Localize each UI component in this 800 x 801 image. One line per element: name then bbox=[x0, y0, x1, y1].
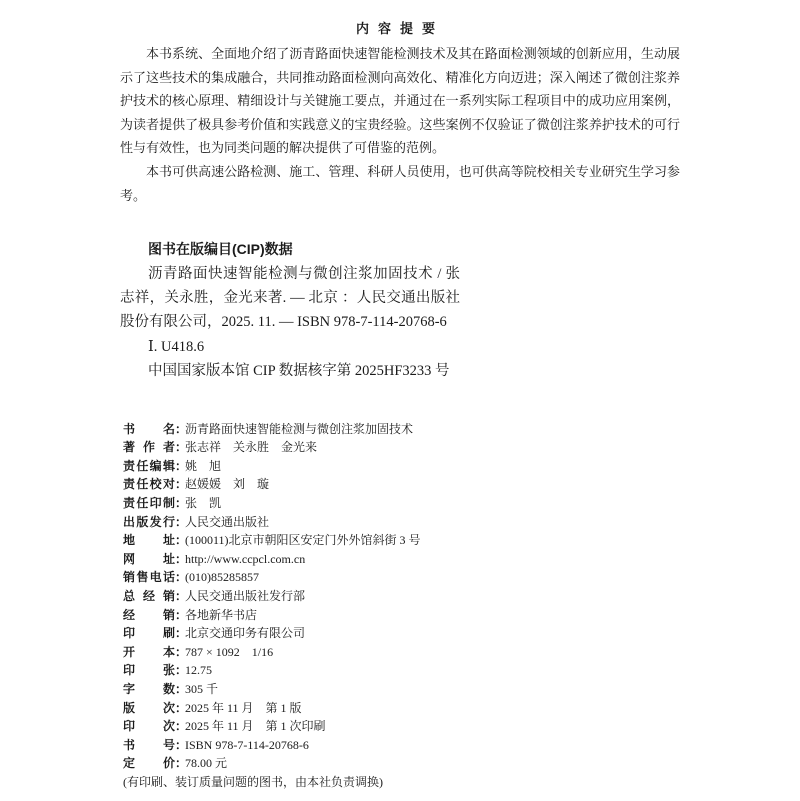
detail-label: 印张 bbox=[123, 663, 175, 678]
detail-label: 印次 bbox=[123, 719, 175, 734]
cip-record: 中国国家版本馆 CIP 数据核字第 2025HF3233 号 bbox=[148, 363, 450, 380]
detail-colon: ： bbox=[175, 607, 188, 622]
cip-entry: 沥青路面快速智能检测与微创注浆加固技术 / 张志祥，关永胜，金光来著. — 北京 ：人民交通出版社股份有限公司，2025. 11. — ISBN 978-7-114-20768-6 bbox=[120, 265, 460, 331]
detail-row bbox=[123, 531, 680, 550]
detail-row bbox=[123, 717, 680, 736]
detail-label: 版次 bbox=[123, 700, 175, 715]
detail-label: 字数 bbox=[123, 681, 175, 696]
detail-row bbox=[123, 587, 680, 606]
detail-value: 北京交通印务有限公司 bbox=[185, 626, 306, 641]
detail-value: http://www.ccpcl.com.cn bbox=[185, 551, 306, 566]
detail-label: 销售电话 bbox=[123, 570, 175, 585]
detail-label: 开本 bbox=[123, 644, 175, 659]
cip-section bbox=[120, 237, 460, 383]
detail-colon: ： bbox=[175, 626, 188, 641]
detail-row bbox=[123, 680, 680, 699]
detail-row bbox=[123, 643, 680, 662]
detail-value: 12.75 bbox=[185, 663, 212, 678]
detail-row bbox=[123, 568, 680, 587]
detail-row bbox=[123, 513, 680, 532]
detail-row bbox=[123, 438, 680, 457]
detail-value: 各地新华书店 bbox=[185, 607, 258, 622]
detail-row bbox=[123, 420, 680, 439]
detail-label: 著作者 bbox=[123, 440, 175, 455]
detail-colon: ： bbox=[175, 700, 188, 715]
detail-row bbox=[123, 457, 680, 476]
detail-value: 2025 年 11 月 第 1 版 bbox=[185, 700, 302, 715]
detail-value: 人民交通出版社发行部 bbox=[185, 588, 306, 603]
detail-colon: ： bbox=[175, 514, 188, 529]
detail-label: 定价 bbox=[123, 756, 175, 771]
detail-label: 书号 bbox=[123, 737, 175, 752]
detail-row bbox=[123, 736, 680, 755]
detail-value: ISBN 978-7-114-20768-6 bbox=[185, 737, 309, 752]
detail-label: 总经销 bbox=[123, 588, 175, 603]
detail-value: 沥青路面快速智能检测与微创注浆加固技术 bbox=[185, 421, 414, 436]
detail-colon: ： bbox=[175, 421, 188, 436]
detail-row bbox=[123, 624, 680, 643]
detail-label: 出版发行 bbox=[123, 514, 175, 529]
detail-colon: ： bbox=[175, 477, 188, 492]
detail-value: 2025 年 11 月 第 1 次印刷 bbox=[185, 719, 326, 734]
detail-value: 张 凯 bbox=[185, 495, 222, 510]
summary-section bbox=[120, 42, 680, 207]
detail-row bbox=[123, 699, 680, 718]
detail-colon: ： bbox=[175, 588, 188, 603]
detail-label: 印刷 bbox=[123, 626, 175, 641]
summary-paragraph: 本书可供高速公路检测、施工、管理、科研人员使用，也可供高等院校相关专业研究生学习参考。 bbox=[120, 163, 680, 203]
publication-details bbox=[123, 420, 680, 792]
detail-colon: ： bbox=[175, 681, 188, 696]
detail-row bbox=[123, 754, 680, 773]
detail-label: 地址 bbox=[123, 533, 175, 548]
cip-classification: Ⅰ. U418.6 bbox=[148, 338, 205, 355]
detail-row bbox=[123, 661, 680, 680]
detail-value: (010)85285857 bbox=[185, 570, 259, 585]
detail-colon: ： bbox=[175, 551, 188, 566]
detail-value: 人民交通出版社 bbox=[185, 514, 270, 529]
detail-label: 经销 bbox=[123, 607, 175, 622]
detail-value: 姚 旭 bbox=[185, 458, 222, 473]
detail-label: 网址 bbox=[123, 551, 175, 566]
detail-row bbox=[123, 475, 680, 494]
detail-colon: ： bbox=[175, 737, 188, 752]
quality-note: (有印刷、装订质量问题的图书，由本社负责调换) bbox=[123, 774, 383, 789]
detail-label: 责任校对 bbox=[123, 477, 175, 492]
detail-colon: ： bbox=[175, 495, 188, 510]
detail-row bbox=[123, 550, 680, 569]
detail-colon: ： bbox=[175, 533, 188, 548]
detail-colon: ： bbox=[175, 644, 188, 659]
cip-heading: 图书在版编目(CIP)数据 bbox=[148, 241, 293, 258]
detail-value: 赵媛媛 刘 璇 bbox=[185, 477, 270, 492]
detail-value: 787 × 1092 1/16 bbox=[185, 644, 274, 659]
summary-title: 内容提要 bbox=[355, 21, 444, 36]
detail-colon: ： bbox=[175, 458, 188, 473]
detail-value: 78.00 元 bbox=[185, 756, 228, 771]
detail-colon: ： bbox=[175, 440, 188, 455]
detail-colon: ： bbox=[175, 663, 188, 678]
detail-label: 责任印制 bbox=[123, 495, 175, 510]
detail-colon: ： bbox=[175, 756, 188, 771]
detail-value: 305 千 bbox=[185, 681, 219, 696]
detail-colon: ： bbox=[175, 719, 188, 734]
detail-value: (100011)北京市朝阳区安定门外外馆斜街 3 号 bbox=[185, 533, 421, 548]
summary-paragraph: 本书系统、全面地介绍了沥青路面快速智能检测技术及其在路面检测领域的创新应用，生动展示了这些技术的集成融合，共同推动路面检测向高效化、精准化方向迈进；深入阐述了微创注浆养护技术的核心原理、精细设计与关键施工要点，并通过在一系列实际工程项目中的成功应用案例，为读者提供了极具参考价值和实践意义的宝贵经验。这些案例不仅验证了微创注浆养护技术的可行性与有效性，也为同类问题的解决提供了可借鉴的范例。 bbox=[120, 46, 680, 156]
detail-label: 责任编辑 bbox=[123, 458, 175, 473]
detail-label: 书名 bbox=[123, 421, 175, 436]
detail-value: 张志祥 关永胜 金光来 bbox=[185, 440, 318, 455]
detail-row bbox=[123, 494, 680, 513]
detail-colon: ： bbox=[175, 570, 188, 585]
detail-row bbox=[123, 606, 680, 625]
